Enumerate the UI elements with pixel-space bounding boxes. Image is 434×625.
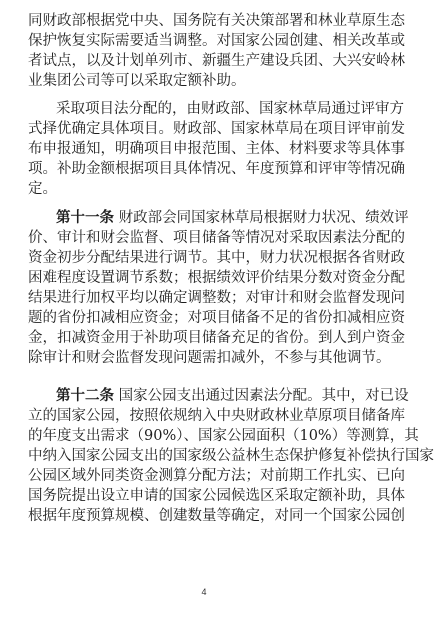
text-line: 同财政部根据党中央、国务院有关决策部署和林业草原生态 (28, 13, 405, 29)
article-12 (28, 386, 434, 526)
text-line: 价、审计和财会监督、项目储备等情况对采取因素法分配的 (28, 230, 405, 246)
article-12-heading: 第十二条 (56, 388, 114, 404)
article-11-heading: 第十一条 (56, 210, 114, 226)
text-line: 中纳入国家公园支出的国家级公益林生态保护修复补偿执行国家 (28, 448, 434, 464)
text-line: 资金初步分配结果进行调节。其中，财力状况根据各省财政 (28, 250, 405, 266)
page-number: 4 (201, 587, 207, 597)
article-11-first-line (28, 208, 409, 228)
text-line: 定。 (28, 181, 57, 197)
text-line: 采取项目法分配的，由财政部、国家林草局通过评审方 (56, 101, 404, 117)
text-line: 除审计和财会监督发现问题需扣减外，不参与其他调节。 (28, 350, 391, 366)
text-line: 困难程度设置调节系数；根据绩效评价结果分数对资金分配 (28, 270, 405, 286)
text-line: 项。补助金额根据项目具体情况、年度预算和评审等情况确 (28, 161, 405, 177)
article-12-first-line (28, 386, 409, 406)
text-line: 业集团公司等可以采取定额补助。 (28, 73, 246, 89)
text-line: 金，扣减资金用于补助项目储备充足的省份。到人到户资金 (28, 330, 405, 346)
text-line: 布申报通知，明确项目申报范围、主体、材料要求等具体事 (28, 141, 405, 157)
text-line: 保护恢复实际需要适当调整。对国家公园创建、相关改革或 (28, 33, 405, 49)
text-line: 者试点，以及计划单列市、新疆生产建设兵团、大兴安岭林 (28, 53, 405, 69)
article-12-first-line-text: 国家公园支出通过因素法分配。其中，对已设 (118, 388, 409, 404)
text-line: 式择优确定具体项目。财政部、国家林草局在项目评审前发 (28, 121, 405, 137)
text-line: 题的省份扣减相应资金；对项目储备不足的省份扣减相应资 (28, 310, 405, 326)
paragraph-2 (28, 99, 405, 199)
text-line: 立的国家公园，按照依规纳入中央财政林业草原项目储备库 (28, 408, 405, 424)
article-11 (28, 208, 409, 368)
paragraph-1 (28, 11, 405, 91)
text-line: 根据年度预算规模、创建数量等确定，对同一个国家公园创 (28, 508, 405, 524)
text-line: 结果进行加权平均以确定调整数；对审计和财会监督发现问 (28, 290, 405, 306)
article-11-first-line-text: 财政部会同国家林草局根据财力状况、绩效评 (118, 210, 409, 226)
text-line: 的年度支出需求（90%）、国家公园面积（10%）等测算，其 (28, 428, 419, 444)
text-line: 国务院提出设立申请的国家公园候选区采取定额补助，具体 (28, 488, 405, 504)
text-line: 公园区域外同类资金测算分配方法；对前期工作扎实、已向 (28, 468, 405, 484)
